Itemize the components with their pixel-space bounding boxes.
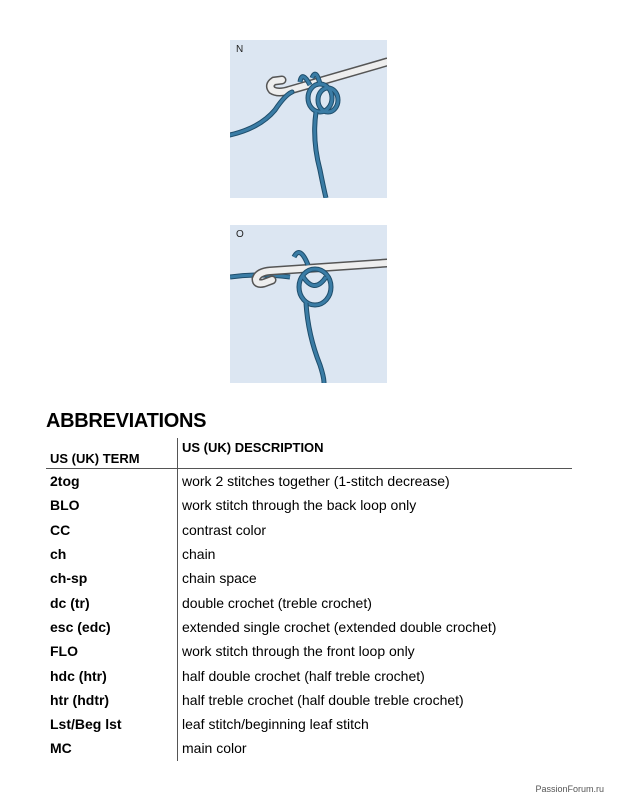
table-header-row	[46, 438, 572, 469]
crochet-hook-illustration-o	[230, 225, 387, 383]
term-cell: hdc (htr)	[50, 667, 107, 684]
term-cell: ch-sp	[50, 570, 88, 587]
table-row	[46, 615, 572, 639]
term-cell: Lst/Beg lst	[50, 716, 122, 733]
illustration-step-n	[230, 40, 387, 198]
description-cell: half double crochet (half treble crochet)	[178, 663, 573, 687]
description-cell: half treble crochet (half double treble crochet)	[178, 688, 573, 712]
term-cell: ch	[50, 546, 67, 563]
term-cell: esc (edc)	[50, 618, 111, 635]
term-cell: dc (tr)	[50, 594, 90, 611]
table-row	[46, 736, 572, 760]
table-row	[46, 469, 572, 494]
table-row	[46, 639, 572, 663]
column-header-description: US (UK) DESCRIPTION	[178, 438, 573, 469]
term-cell: FLO	[50, 643, 78, 660]
table-row	[46, 566, 572, 590]
abbreviations-table	[46, 438, 572, 761]
description-cell: work stitch through the front loop only	[178, 639, 573, 663]
description-cell: work 2 stitches together (1-stitch decrease)	[178, 469, 573, 494]
crochet-hook-illustration-n	[230, 40, 387, 198]
table-row	[46, 663, 572, 687]
description-cell: contrast color	[178, 518, 573, 542]
description-cell: work stitch through the back loop only	[178, 493, 573, 517]
table-row	[46, 590, 572, 614]
column-header-term: US (UK) TERM	[46, 438, 178, 469]
illustration-step-o	[230, 225, 387, 383]
table-row	[46, 493, 572, 517]
term-cell: htr (hdtr)	[50, 691, 110, 708]
table-row	[46, 712, 572, 736]
figure-label-n: N	[236, 44, 244, 55]
table-row	[46, 542, 572, 566]
description-cell: extended single crochet (extended double crochet)	[178, 615, 573, 639]
description-cell: main color	[178, 736, 573, 760]
term-cell: MC	[50, 740, 72, 757]
table-row	[46, 518, 572, 542]
description-cell: leaf stitch/beginning leaf stitch	[178, 712, 573, 736]
description-cell: chain space	[178, 566, 573, 590]
table-row	[46, 688, 572, 712]
description-cell: double crochet (treble crochet)	[178, 590, 573, 614]
abbreviations-heading: ABBREVIATIONS	[46, 410, 207, 432]
term-cell: BLO	[50, 497, 80, 514]
figure-label-o: O	[236, 229, 244, 240]
term-cell: 2tog	[50, 473, 80, 490]
watermark: PassionForum.ru	[535, 784, 604, 794]
term-cell: CC	[50, 521, 71, 538]
description-cell: chain	[178, 542, 573, 566]
